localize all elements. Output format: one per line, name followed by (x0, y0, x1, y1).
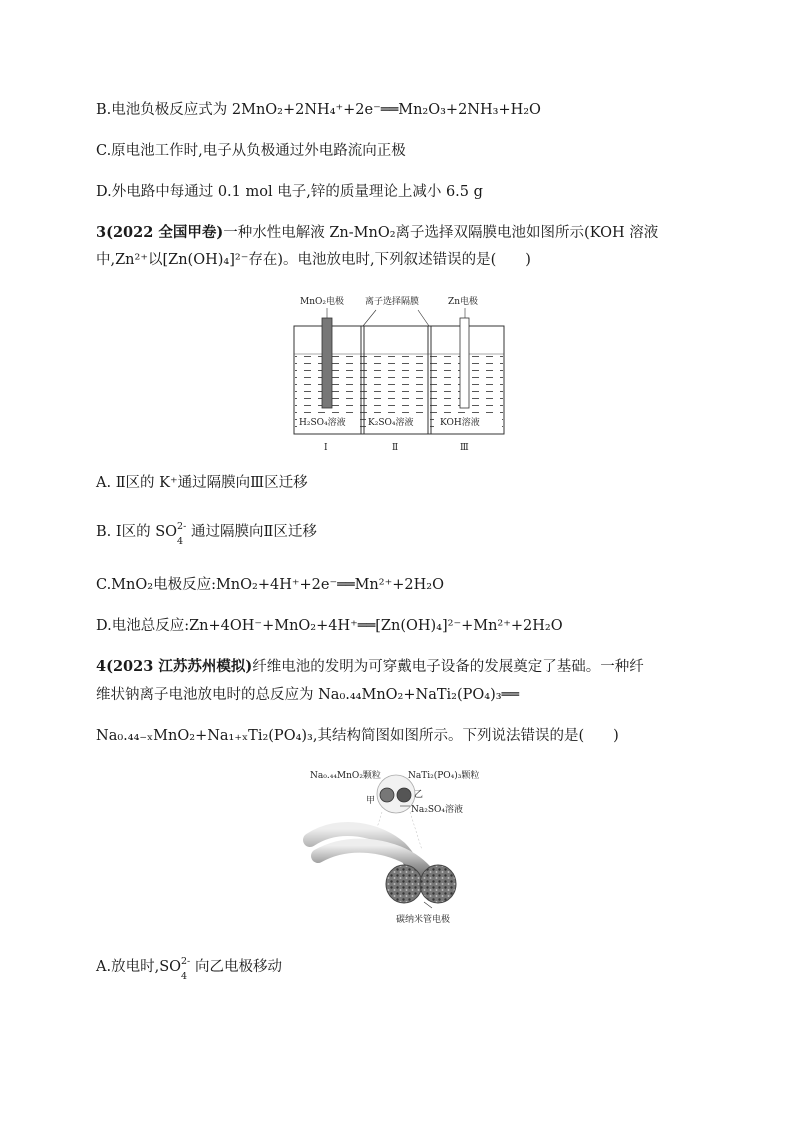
sulfate-ion-charge-2: 2- 4 (181, 956, 191, 982)
q3-label-zn-electrode: Zn电极 (448, 297, 479, 307)
q3-solution-2-label: K₂SO₄溶液 (368, 418, 414, 428)
q3-solution-1-label: H₂SO₄溶液 (299, 418, 346, 428)
q3-mno2-electrode (322, 318, 332, 408)
q2-option-d: D.外电路中每通过 0.1 mol 电子,锌的质量理论上减小 6.5 g (96, 184, 483, 200)
q4-option-a (96, 956, 283, 982)
q4-stem-line1 (96, 657, 644, 677)
q3-stem-line2: 中,Zn²⁺以[Zn(OH)₄]²⁻存在)。电池放电时,下列叙述错误的是( ) (96, 252, 531, 268)
q2-option-c: C.原电池工作时,电子从负极通过外电路流向正极 (96, 143, 406, 159)
q4-source: (2023 江苏苏州模拟) (106, 658, 253, 675)
q3-zone-1: Ⅰ (324, 443, 328, 453)
q3-zn-electrode (460, 318, 469, 408)
q3-number: 3 (96, 224, 107, 241)
q4-number: 4 (96, 658, 107, 675)
q3-option-c: C.MnO₂电极反应:MnO₂+4H⁺+2e⁻══Mn²⁺+2H₂O (96, 577, 444, 593)
q2-option-b: B.电池负极反应式为 2MnO₂+2NH₄⁺+2e⁻══Mn₂O₃+2NH₃+H₂O (96, 102, 541, 118)
q4-option-a-pre: A.放电时,SO (96, 959, 182, 975)
q3-zone-2: Ⅱ (392, 443, 399, 453)
q4-label-na2so4: Na₂SO₄溶液 (411, 805, 464, 815)
q3-option-d: D.电池总反应:Zn+4OH⁻+MnO₂+4H⁺══[Zn(OH)₄]²⁻+Mn²⁺+2H₂O (96, 618, 563, 634)
q4-fiber-battery-diagram (300, 760, 500, 930)
q4-fiber-cross-section-1 (386, 865, 422, 903)
q3-solution-3-label: KOH溶液 (440, 418, 480, 428)
q3-stem-text: 一种水性电解液 Zn-MnO₂离子选择双隔膜电池如图所示(KOH 溶液 (223, 225, 659, 241)
q3-zone-3: Ⅲ (460, 443, 469, 453)
q4-option-a-post: 向乙电极移动 (195, 959, 283, 975)
q4-label-na-mno2: Na₀.₄₄MnO₂颗粒 (310, 771, 381, 781)
q4-stem-line3: Na₀.₄₄₋ₓMnO₂+Na₁₊ₓTi₂(PO₄)₃,其结构简图如图所示。下列说法错误的是( ) (96, 728, 619, 744)
q4-label-cnt-electrode: 碳纳米管电极 (396, 915, 451, 925)
q3-option-a: A. Ⅱ区的 K⁺通过隔膜向Ⅲ区迁移 (96, 475, 308, 491)
q3-option-b (96, 521, 317, 547)
q3-option-b-post: 通过隔膜向Ⅱ区迁移 (191, 524, 317, 540)
q4-stem-line2: 维状钠离子电池放电时的总反应为 Na₀.₄₄MnO₂+NaTi₂(PO₄)₃══ (96, 687, 520, 703)
q3-label-mno2-electrode: MnO₂电极 (300, 297, 344, 307)
q3-cell-diagram (288, 290, 510, 458)
q4-fiber-cross-section-2 (420, 865, 456, 903)
q4-particle-jia (380, 788, 394, 802)
q3-option-b-pre: B. Ⅰ区的 SO (96, 524, 178, 540)
q3-source: (2022 全国甲卷) (106, 224, 224, 241)
q3-stem-line1 (96, 223, 658, 243)
q4-label-yi: 乙 (414, 790, 424, 800)
q4-label-nati: NaTi₂(PO₄)₃颗粒 (408, 771, 480, 781)
sulfate-ion-charge: 2- 4 (177, 521, 187, 547)
q4-particle-yi (397, 788, 411, 802)
q4-label-jia: 甲 (366, 796, 376, 806)
q4-stem-text: 纤维电池的发明为可穿戴电子设备的发展奠定了基础。一种纤 (252, 659, 644, 675)
q3-label-membrane: 离子选择隔膜 (365, 297, 420, 307)
